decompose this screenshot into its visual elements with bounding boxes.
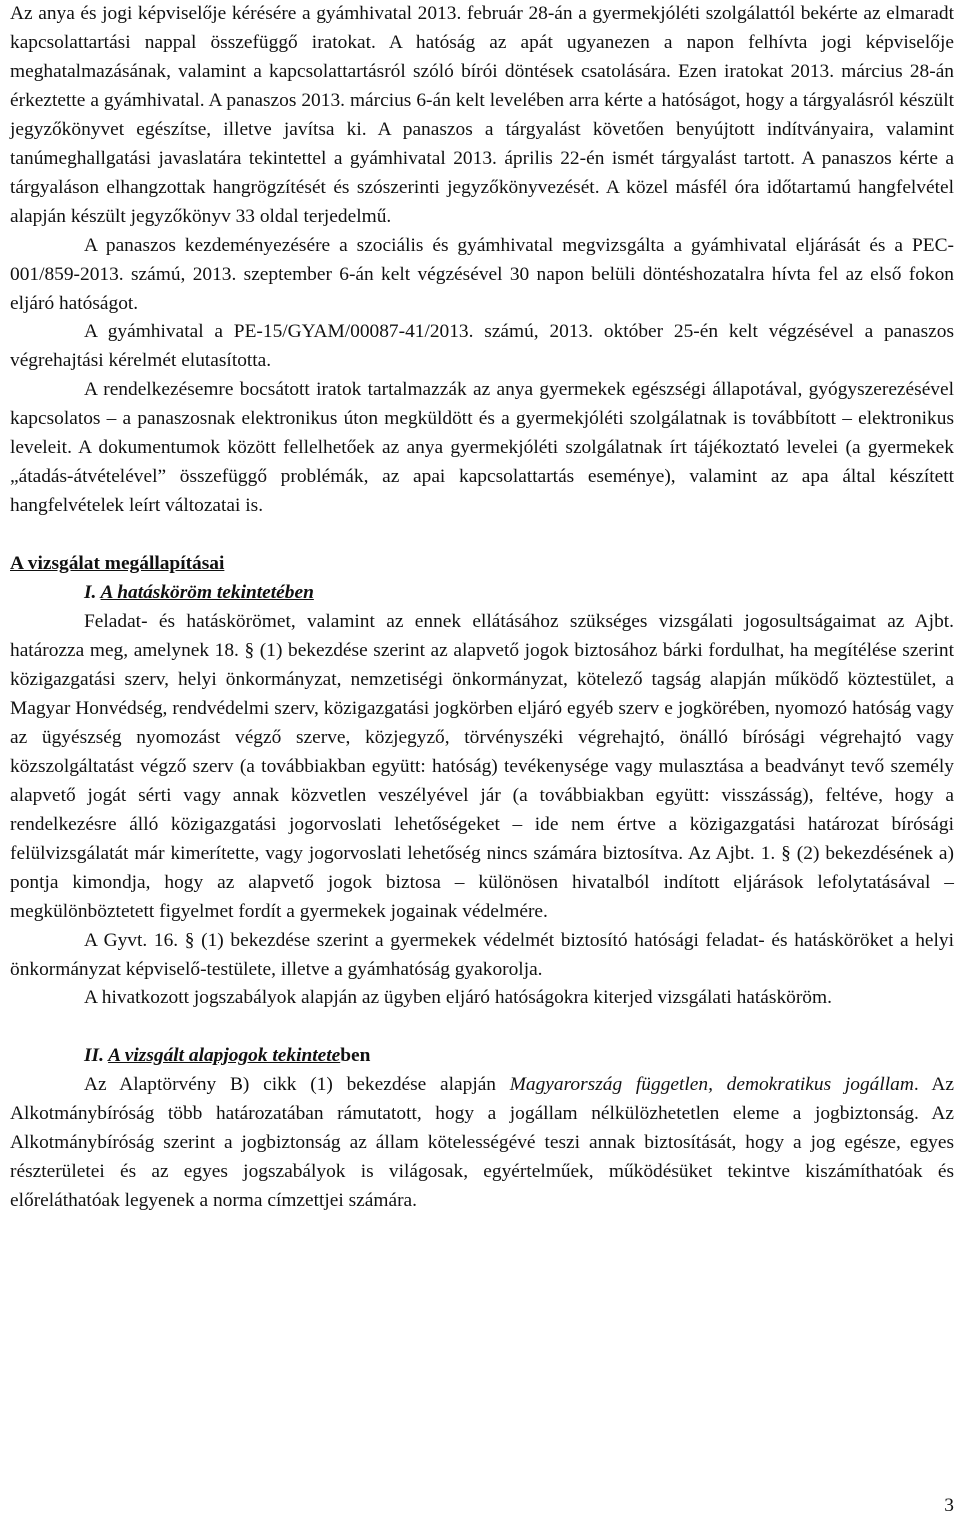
paragraph-7: A hivatkozott jogszabályok alapján az ügyben eljáró hatóságokra kiterjed vizsgálati hatásköröm. [84, 987, 832, 1009]
paragraph-6: A Gyvt. 16. § (1) bekezdése szerint a gyermekek védelmét biztosító hatósági feladat- és hatásköröket a helyi önkormányzat képviselő-testülete, illetve a gyámhatóság gyakorolja. [10, 929, 954, 980]
paragraph-4: A rendelkezésemre bocsátott iratok tartalmazzák az anya gyermekek egészségi állapotával, gyógyszerezésével kapcsolatos – a panaszosnak elektronikus úton megküldött és a gyermekjóléti szolgálatnak is továbbított – elektronikus leveleit. A dokumentumok között fellelhetőek az anya gyermekjóléti szolgálatnak írt tájékoztató levelei (a gyermekek „átadás-átvételével” összefüggő problémák, az apai kapcsolattartás eseménye), valamint az apa által készített hangfelvételek leírt változatai is. [10, 379, 954, 517]
spacer [10, 1013, 954, 1042]
subheading-1-text: A hatásköröm tekintetében [100, 582, 314, 604]
paragraph-5: Feladat- és hatáskörömet, valamint az ennek ellátásához szükséges vizsgálati jogosultságaimat az Ajbt. határozza meg, amelynek 18. § (1) bekezdése szerint az alapvető jogok biztosához bárki fordulhat, ha megítélése szerint közigazgatási szerv, helyi önkormányzat, nemzetiségi önkormányzat, kötelező tagság alapján működő köztestület, a Magyar Honvédség, rendvédelmi szerv, közigazgatási jogkörben eljáró egyéb szerv e jogkörében, nyomozó hatóság vagy az ügyészség nyomozást végző szerve, közjegyző, törvényszéki végrehajtó, önálló bírósági végrehajtó vagy közszolgáltatást végző szerv (a továbbiakban együtt: hatóság) tevékenysége vagy mulasztása a beadványt tevő személy alapvető jogát sérti vagy annak közvetlen veszélyével jár (a továbbiakban együtt: visszásság), feltéve, hogy a rendelkezésre álló közigazgatási jogorvoslati lehetőségeket – ide nem értve a közigazgatási határozat bírósági felülvizsgálatát már kimerítette, vagy jogorvoslati lehetőség nincs számára biztosítva. Az Ajbt. 1. § (2) bekezdésének a) pontja kimondja, hogy az alapvető jogok biztosa – különösen hivatalból indított eljárások lefolytatásával – megkülönböztetett figyelmet fordít a gyermekek jogainak védelmére. [10, 611, 954, 922]
subheading-1-number: I. [84, 582, 101, 604]
spacer [10, 521, 954, 550]
subheading-2-text: A vizsgált alapjogok tekintete [108, 1045, 341, 1067]
subheading-1 [84, 579, 954, 608]
subheading-2-tail: ben [340, 1045, 371, 1067]
subheading-2-number: II. [84, 1045, 109, 1067]
page-number: 3 [944, 1495, 954, 1516]
paragraph-2: A panaszos kezdeményezésére a szociális és gyámhivatal megvizsgálta a gyámhivatal eljárását és a PEC-001/859-2013. számú, 2013. szeptember 6-án kelt végzésével 30 napon belüli döntéshozatalra hívta fel az első fokon eljáró hatóságot. [10, 234, 954, 314]
subheading-2 [84, 1042, 954, 1071]
paragraph-8-rest: . Az Alkotmánybíróság több határozatában rámutatott, hogy a jogállam nélkülözhetetlen eleme a jogbiztonság. Az Alkotmánybíróság szerint a jogbiztonság az állam kötelességévé teszi annak biztosítását, hogy a jog egésze, egyes részterületei és az egyes jogszabályok is világosak, egyértelműek, működésüket tekintve kiszámíthatóak és előreláthatóak legyenek a norma címzettjei számára. [10, 1074, 954, 1212]
paragraph-8-start: Az Alaptörvény B) cikk (1) bekezdése alapján [84, 1074, 510, 1096]
paragraph-8 [10, 1071, 954, 1216]
paragraph-8-quote: Magyarország független, demokratikus jogállam [509, 1074, 914, 1096]
paragraph-3: A gyámhivatal a PE-15/GYAM/00087-41/2013. számú, 2013. október 25-én kelt végzésével a panaszos végrehajtási kérelmét elutasította. [10, 321, 954, 372]
paragraph-1: Az anya és jogi képviselője kérésére a gyámhivatal 2013. február 28-án a gyermekjóléti szolgálattól bekérte az elmaradt kapcsolattartási nappal összefüggő iratokat. A hatóság az apát ugyanezen a napon felhívta jogi képviselője meghatalmazásának, valamint a kapcsolattartásról szóló bírói döntések csatolására. Ezen iratokat 2013. március 28-án érkeztette a gyámhivatal. A panaszos 2013. március 6-án kelt levelében arra kérte a hatóságot, hogy a tárgyalásról készült jegyzőkönyvet egészítse, illetve javítsa ki. A panaszos a tárgyalást követően benyújtott indítványaira, valamint tanúmeghallgatási javaslatára tekintettel a gyámhivatal 2013. április 22-én ismét tárgyalást tartott. A panaszos kérte a tárgyaláson elhangzottak hangrögzítését és szószerinti jegyzőkönyvezését. A közel másfél óra időtartamú hangfelvétel alapján készült jegyzőkönyv 33 oldal terjedelmű. [10, 3, 954, 227]
section-heading: A vizsgálat megállapításai [10, 553, 225, 575]
document-page [10, 0, 954, 1216]
